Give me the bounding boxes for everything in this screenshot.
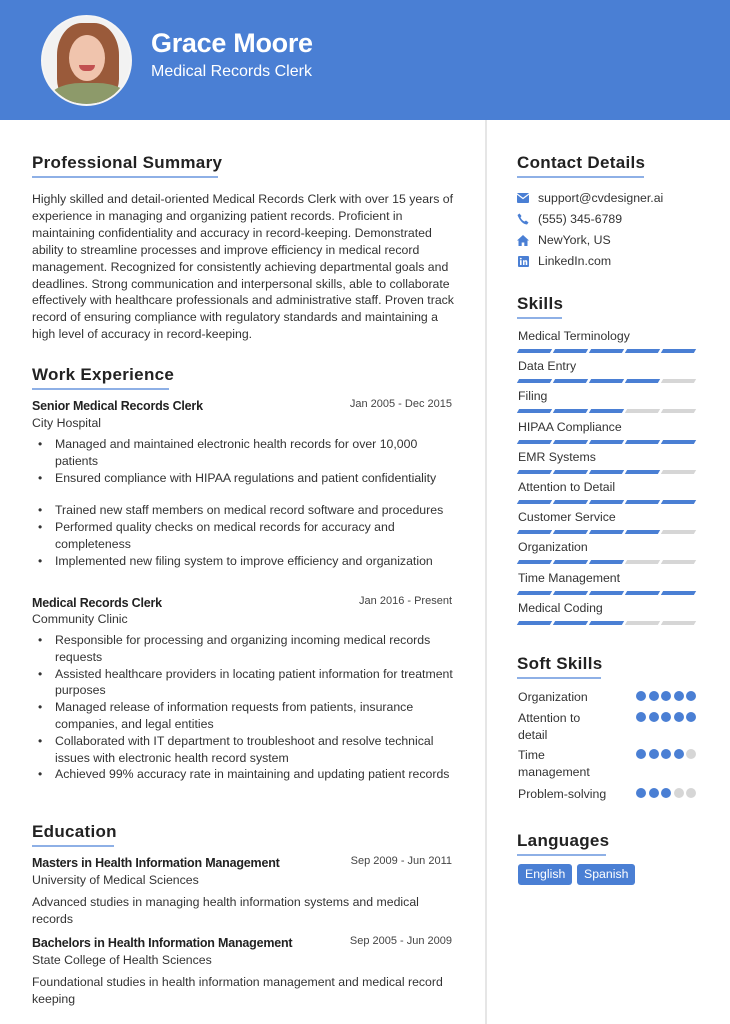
contact-email[interactable]: support@cvdesigner.ai xyxy=(517,191,663,205)
job-dates: Jan 2005 - Dec 2015 xyxy=(349,398,452,410)
list-item: • Ensured compliance with HIPAA regulations and patient confidentiality xyxy=(32,470,462,487)
section-underline xyxy=(517,317,562,319)
phone-icon xyxy=(517,213,529,225)
summary-text: Highly skilled and detail-oriented Medical Records Clerk with over 15 years of experience in managing and organizing patient records. Proficient in maintaining confidentiality and accuracy in record-keeping. Demonstrated ability to streamline processes and improve efficiency in medical record management. Recognized for consistently achieving departmental goals and deadlines. Strong communication and interpersonal skills, able to collaborate effectively with healthcare professionals and administrative staff. Proven track record of ensuring compliance with regulatory standards and maintaining a high level of accuracy in record-keeping. xyxy=(32,192,454,342)
soft-skill-rating xyxy=(636,749,696,759)
school-name: University of Medical Sciences xyxy=(32,873,199,887)
job-bullets xyxy=(32,632,462,783)
degree-title: Masters in Health Information Management xyxy=(32,856,280,870)
education-desc: Advanced studies in managing health information systems and medical records xyxy=(32,895,419,926)
job-bullets xyxy=(32,436,462,570)
section-title-languages: Languages xyxy=(517,831,610,850)
section-underline xyxy=(32,845,114,847)
skill-label: Attention to Detail xyxy=(518,480,616,494)
contact-linkedin[interactable]: LinkedIn.com xyxy=(517,254,611,268)
section-title-soft-skills: Soft Skills xyxy=(517,654,603,673)
list-item: • Trained new staff members on medical record software and procedures xyxy=(32,502,462,519)
soft-skill-label: Time management xyxy=(518,748,590,779)
section-title-contact: Contact Details xyxy=(517,153,646,172)
skill-label: Filing xyxy=(518,389,548,404)
list-item: • Achieved 99% accuracy rate in maintaining and updating patient records xyxy=(32,766,462,783)
skill-level-bar xyxy=(518,530,695,534)
section-underline xyxy=(32,388,169,390)
skill-level-bar xyxy=(518,349,695,353)
skill-label: EMR Systems xyxy=(518,449,596,464)
skill-level-bar xyxy=(518,560,695,564)
skill-label: Customer Service xyxy=(518,510,616,525)
skill-level-bar xyxy=(518,409,695,413)
soft-skill-label: Attention to detail xyxy=(518,711,581,742)
soft-skill-rating xyxy=(636,788,696,798)
skill-label: Time Management xyxy=(518,570,621,585)
language-tag-english: English xyxy=(518,864,572,885)
job-org: City Hospital xyxy=(32,416,102,430)
skill-level-bar xyxy=(518,500,695,504)
envelope-icon xyxy=(517,192,529,204)
list-item: • Responsible for processing and organizing incoming medical records requests xyxy=(32,632,462,666)
section-underline xyxy=(32,176,218,178)
education-dates: Sep 2005 - Jun 2009 xyxy=(349,935,452,947)
skill-level-bar xyxy=(518,379,695,383)
avatar xyxy=(41,15,132,106)
skill-label: Medical Terminology xyxy=(518,329,630,343)
skill-label: Medical Coding xyxy=(518,600,603,615)
soft-skill-rating xyxy=(636,712,696,722)
section-underline xyxy=(517,677,601,679)
list-item: • Performed quality checks on medical records for accuracy and completeness xyxy=(32,519,462,553)
degree-title: Bachelors in Health Information Management xyxy=(32,936,293,950)
contact-location: NewYork, US xyxy=(517,233,611,247)
section-underline xyxy=(517,854,606,856)
header-banner xyxy=(0,0,730,120)
section-title-skills: Skills xyxy=(517,294,564,313)
soft-skill-label: Organization xyxy=(518,690,588,704)
home-icon xyxy=(517,234,529,246)
list-item: • Managed release of information requests from patients, insurance companies, and legal entities xyxy=(32,699,462,733)
list-item: • Assisted healthcare providers in locating patient information for treatment purposes xyxy=(32,666,462,700)
section-title-education: Education xyxy=(32,822,117,841)
candidate-name: Grace Moore xyxy=(151,28,313,58)
contact-phone[interactable]: (555) 345-6789 xyxy=(517,212,622,226)
skill-level-bar xyxy=(518,440,695,444)
soft-skill-label: Problem-solving xyxy=(518,787,607,801)
column-divider xyxy=(485,120,487,1024)
candidate-title: Medical Records Clerk xyxy=(151,63,312,80)
list-item: • Managed and maintained electronic health records for over 10,000 patients xyxy=(32,436,462,470)
skill-label: Data Entry xyxy=(518,359,577,374)
skill-label: Organization xyxy=(518,540,588,555)
linkedin-icon xyxy=(517,255,529,267)
education-desc: Foundational studies in health information management and medical record keeping xyxy=(32,975,443,1006)
skill-label: HIPAA Compliance xyxy=(518,419,622,434)
section-title-experience: Work Experience xyxy=(32,365,175,384)
school-name: State College of Health Sciences xyxy=(32,953,212,967)
skill-level-bar xyxy=(518,591,695,595)
section-underline xyxy=(517,176,644,178)
education-dates: Sep 2009 - Jun 2011 xyxy=(350,855,452,867)
skill-level-bar xyxy=(518,470,695,474)
language-tag-spanish: Spanish xyxy=(577,864,635,885)
list-item: • Implemented new filing system to improve efficiency and organization xyxy=(32,553,462,570)
job-dates: Jan 2016 - Present xyxy=(359,595,452,607)
section-title-summary: Professional Summary xyxy=(32,153,223,172)
skill-level-bar xyxy=(518,621,695,625)
job-title: Senior Medical Records Clerk xyxy=(32,399,203,413)
soft-skill-rating xyxy=(636,691,696,701)
job-title: Medical Records Clerk xyxy=(32,596,162,610)
job-org: Community Clinic xyxy=(32,612,128,626)
list-item: • Collaborated with IT department to troubleshoot and resolve technical issues with electronic health record system xyxy=(32,733,462,767)
